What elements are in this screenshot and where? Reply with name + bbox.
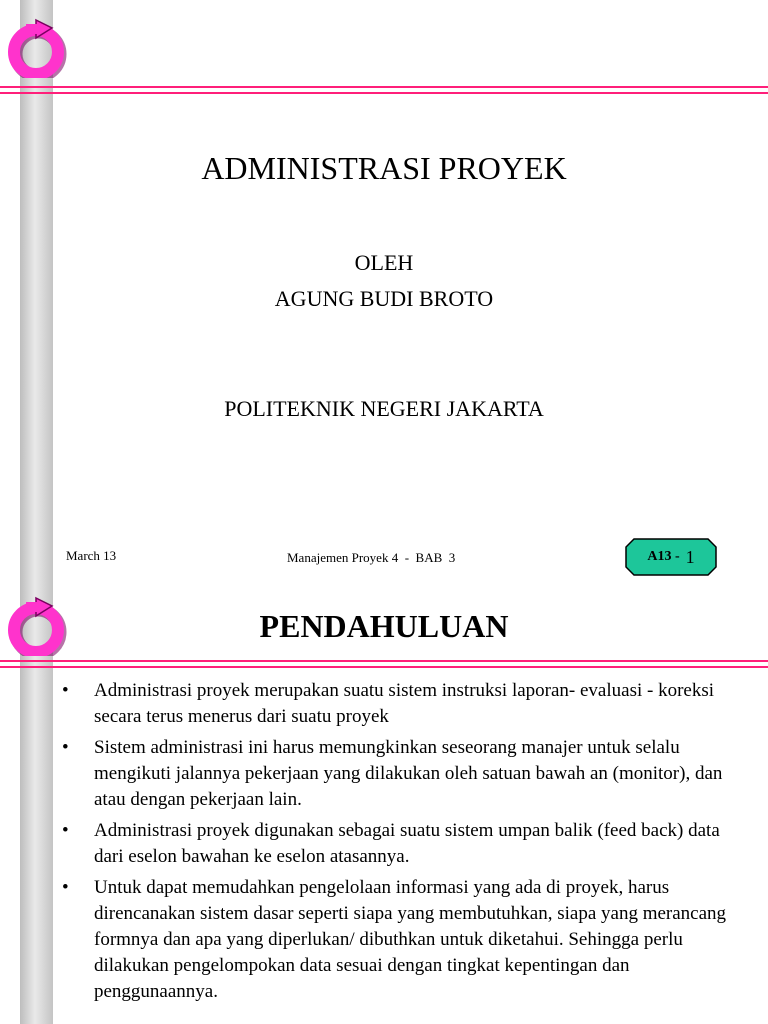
- bullet-marker: •: [62, 680, 69, 701]
- bullet-marker: •: [62, 737, 69, 758]
- by-label: OLEH: [354, 250, 414, 275]
- slide-title: ADMINISTRASI PROYEK: [201, 150, 567, 186]
- list-item: [62, 818, 742, 870]
- intro-slide: [0, 576, 768, 1024]
- author-name: AGUNG BUDI BROTO: [274, 286, 494, 311]
- footer-course: Manajemen Proyek 4 - BAB 3: [287, 550, 456, 565]
- bullet-text: Administrasi proyek digunakan sebagai suatu sistem umpan balik (feed back) data dari eselon bawahan ke eselon atasannya.: [94, 820, 720, 867]
- section-title: PENDAHULUAN: [259, 608, 509, 644]
- header-divider-bottom: [0, 92, 768, 94]
- institution-name: POLITEKNIK NEGERI JAKARTA: [224, 396, 544, 421]
- page-badge: [625, 538, 717, 576]
- bullet-marker: •: [62, 877, 69, 898]
- badge-page-number: 1: [685, 546, 695, 567]
- list-item: [62, 678, 742, 730]
- header-divider-bottom: [0, 666, 768, 668]
- bullet-text: Untuk dapat memudahkan pengelolaan informasi yang ada di proyek, harus direncanakan sistem dasar seperti siapa yang membutuhkan, siapa yang merancang formnya dan apa yang diperlukan/ dibuthkan untuk diketahui. Sehingga perlu dilakukan pengelompokan data sesuai dengan tingkat kepentingan dan penggunaannya.: [94, 877, 727, 1002]
- bullet-marker: •: [62, 820, 69, 841]
- footer-date: March 13: [66, 548, 117, 563]
- bullet-text: Administrasi proyek merupakan suatu sistem instruksi laporan- evaluasi - koreksi secara terus menerus dari suatu proyek: [94, 680, 715, 727]
- list-item: [62, 875, 742, 1005]
- bullet-list: [62, 678, 742, 1010]
- list-item: [62, 735, 742, 813]
- badge-code: A13 -: [647, 549, 680, 564]
- header-divider-top: [0, 660, 768, 662]
- header-divider-top: [0, 86, 768, 88]
- bullet-text: Sistem administrasi ini harus memungkinkan seseorang manajer untuk selalu mengikuti jalannya pekerjaan yang dilakukan oleh satuan bawah an (monitor), dan atau dengan pekerjaan lain.: [94, 737, 723, 810]
- circular-arrow-icon: [0, 6, 74, 78]
